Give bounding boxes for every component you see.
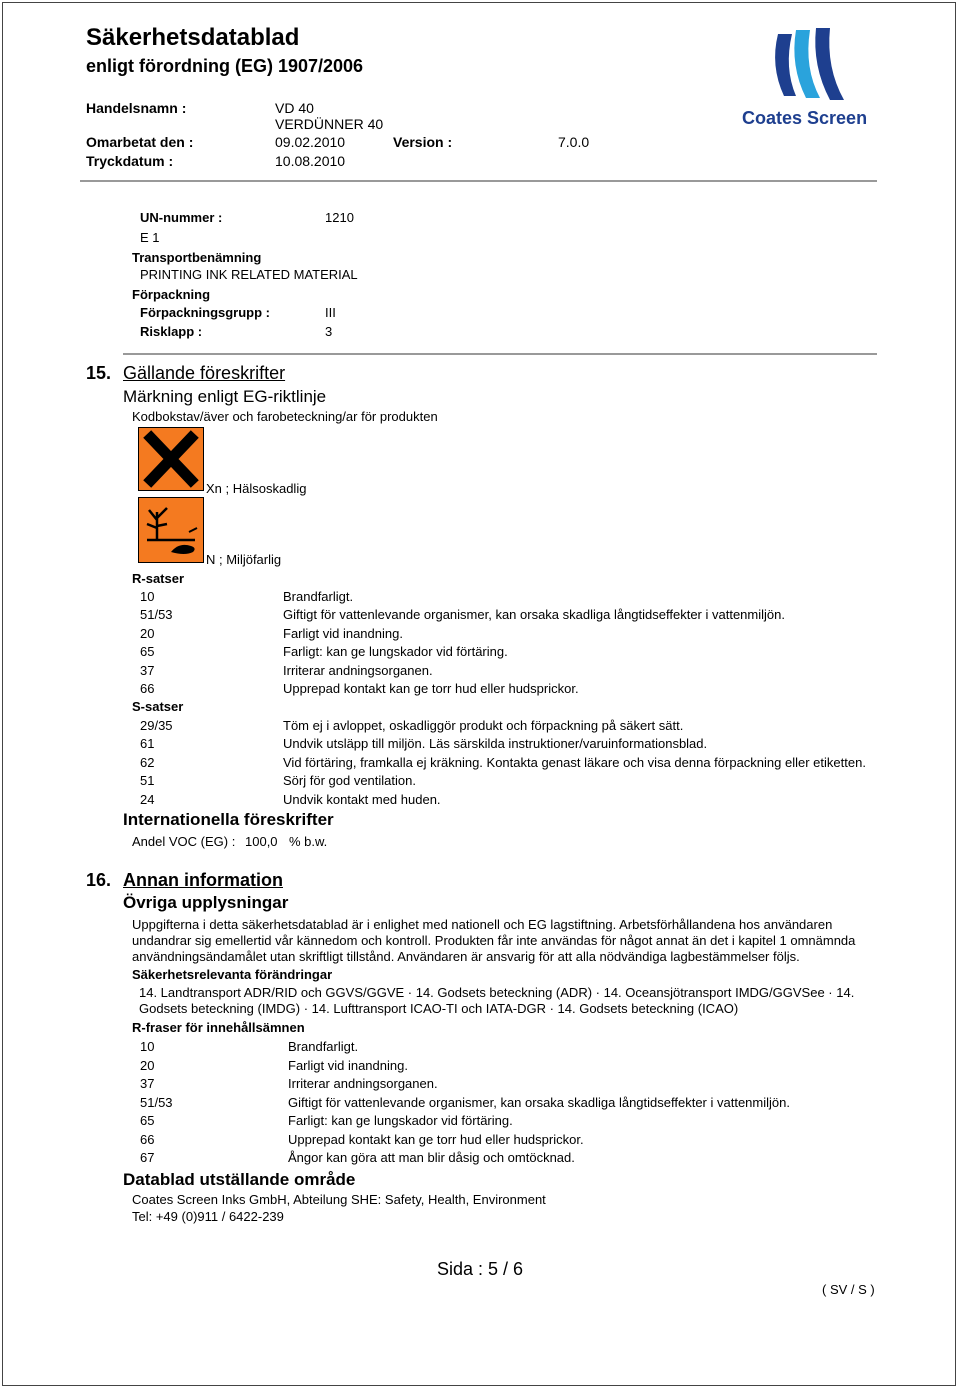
r-phrase-text: Farligt vid inandning. bbox=[283, 626, 403, 641]
header-divider bbox=[80, 180, 877, 182]
r-fras-text: Farligt vid inandning. bbox=[288, 1058, 408, 1073]
r-phrase-code: 20 bbox=[140, 626, 155, 641]
risk-value: 3 bbox=[325, 324, 333, 339]
printed-label: Tryckdatum : bbox=[86, 153, 174, 169]
codes-heading: Kodbokstav/äver och farobeteckning/ar för produkten bbox=[132, 409, 438, 424]
document-title: Säkerhetsdatablad bbox=[86, 24, 300, 51]
r-phrase-code: 65 bbox=[140, 644, 155, 659]
r-fras-code: 66 bbox=[140, 1132, 155, 1147]
r-fras-code: 67 bbox=[140, 1150, 155, 1165]
risk-label: Risklapp : bbox=[140, 324, 203, 339]
trade-name-label: Handelsnamn : bbox=[86, 100, 187, 116]
s-phrase-text: Sörj för god ventilation. bbox=[283, 773, 416, 788]
voc-unit: % b.w. bbox=[289, 834, 328, 849]
s-phrase-code: 62 bbox=[140, 755, 155, 770]
voc-label: Andel VOC (EG) : bbox=[132, 834, 236, 849]
r-fras-text: Irriterar andningsorganen. bbox=[288, 1076, 438, 1091]
r-fras-text: Upprepad kontakt kan ge torr hud eller hudsprickor. bbox=[288, 1132, 584, 1147]
intl-regulations-heading: Internationella föreskrifter bbox=[123, 810, 334, 829]
r-phrase-code: 37 bbox=[140, 663, 155, 678]
s-phrases-label: S-satser bbox=[132, 699, 184, 714]
r-fras-text: Ångor kan göra att man blir dåsig och omtöcknad. bbox=[288, 1150, 575, 1165]
r-fras-text: Giftigt för vattenlevande organismer, kan orsaka skadliga långtidseffekter i vattenmiljön. bbox=[288, 1095, 790, 1110]
packing-group-value: III bbox=[325, 305, 336, 320]
r-phrase-text: Giftigt för vattenlevande organismer, kan orsaka skadliga långtidseffekter i vattenmiljön. bbox=[283, 607, 785, 622]
section15-number: 15. bbox=[86, 363, 112, 383]
issuer-line-1: Coates Screen Inks GmbH, Abteilung SHE: Safety, Health, Environment bbox=[132, 1192, 546, 1207]
transport-name-value: PRINTING INK RELATED MATERIAL bbox=[140, 267, 358, 282]
hazard-n-label: N ; Miljöfarlig bbox=[206, 552, 282, 567]
harmful-x-pictogram-icon bbox=[138, 427, 204, 491]
other-info-heading: Övriga upplysningar bbox=[123, 893, 289, 912]
issuer-line-2: Tel: +49 (0)911 / 6422-239 bbox=[132, 1209, 284, 1224]
language-code: ( SV / S ) bbox=[822, 1282, 875, 1297]
r-phrases-label: R-satser bbox=[132, 571, 185, 586]
section16-number: 16. bbox=[86, 870, 112, 890]
voc-value: 100,0 bbox=[245, 834, 278, 849]
r-fras-code: 37 bbox=[140, 1076, 155, 1091]
printed-value: 10.08.2010 bbox=[275, 153, 346, 169]
section15-divider bbox=[123, 353, 877, 355]
revised-value: 09.02.2010 bbox=[275, 134, 346, 150]
s-phrase-text: Vid förtäring, framkalla ej kräkning. Kontakta genast läkare och visa denna förpackning eller etiketten. bbox=[283, 755, 866, 770]
other-info-text: Uppgifterna i detta säkerhetsdatablad är i enlighet med nationell och EG lagstiftning. Arbetsförhållandena hos användaren undandrar sig emellertid vår kännedom och kontroll. Produkten får inte användas för något annat än det i kapitel 1 omnämnda användningsändamålet utan skriftligt tillstånd. Användaren är ansvarig för att alla nödvändiga lagbestämmelser följs. bbox=[132, 917, 856, 964]
eu-marking-heading: Märkning enligt EG-riktlinje bbox=[123, 387, 327, 406]
hazard-xn-label: Xn ; Hälsoskadlig bbox=[206, 481, 307, 496]
s-phrase-text: Undvik utsläpp till miljön. Läs särskilda instruktioner/varuinformationsblad. bbox=[283, 736, 708, 751]
r-fras-code: 20 bbox=[140, 1058, 155, 1073]
r-phrase-code: 51/53 bbox=[140, 607, 173, 622]
s-phrase-code: 61 bbox=[140, 736, 155, 751]
r-phrase-text: Brandfarligt. bbox=[283, 589, 354, 604]
s-phrase-code: 29/35 bbox=[140, 718, 173, 733]
trade-name-line-2: VERDÜNNER 40 bbox=[275, 116, 384, 132]
s-phrase-code: 24 bbox=[140, 792, 155, 807]
s-phrase-code: 51 bbox=[140, 773, 155, 788]
document-subtitle: enligt förordning (EG) 1907/2006 bbox=[86, 56, 364, 76]
company-logo bbox=[740, 26, 880, 136]
revised-label: Omarbetat den : bbox=[86, 134, 194, 150]
transport-name-label: Transportbenämning bbox=[132, 250, 262, 265]
r-phrase-code: 66 bbox=[140, 681, 155, 696]
logo-text: Coates Screen bbox=[742, 108, 868, 128]
section16-title: Annan information bbox=[123, 870, 283, 890]
packing-group-label: Förpackningsgrupp : bbox=[140, 305, 270, 320]
s-phrase-text: Undvik kontakt med huden. bbox=[283, 792, 441, 807]
environment-pictogram-icon bbox=[138, 497, 204, 563]
section15-title: Gällande föreskrifter bbox=[123, 363, 286, 383]
e-code: E 1 bbox=[140, 230, 160, 245]
r-phrase-text: Upprepad kontakt kan ge torr hud eller hudsprickor. bbox=[283, 681, 579, 696]
changes-heading: Säkerhetsrelevanta förändringar bbox=[132, 967, 333, 982]
version-value: 7.0.0 bbox=[558, 134, 590, 150]
r-fras-code: 65 bbox=[140, 1113, 155, 1128]
r-phrase-code: 10 bbox=[140, 589, 155, 604]
r-phrase-text: Farligt: kan ge lungskador vid förtäring. bbox=[283, 644, 508, 659]
un-number-value: 1210 bbox=[325, 210, 354, 225]
packing-label: Förpackning bbox=[132, 287, 211, 302]
trade-name-line-1: VD 40 bbox=[275, 100, 314, 116]
un-number-label: UN-nummer : bbox=[140, 210, 223, 225]
page-number: Sida : 5 / 6 bbox=[437, 1259, 524, 1279]
r-fras-text: Brandfarligt. bbox=[288, 1039, 359, 1054]
s-phrase-text: Töm ej i avloppet, oskadliggör produkt och förpackning på säkert sätt. bbox=[283, 718, 684, 733]
issuer-heading: Datablad utställande område bbox=[123, 1170, 356, 1189]
r-fras-code: 10 bbox=[140, 1039, 155, 1054]
changes-text: 14. Landtransport ADR/RID och GGVS/GGVE · 14. Godsets beteckning (ADR) · 14. Oceansjötransport IMDG/GGVSee · 14. Godsets beteckning (IMDG) · 14. Lufttransport ICAO-TI och IATA-DGR · 14. Godsets beteckning (ICAO) bbox=[139, 985, 855, 1016]
r-fras-code: 51/53 bbox=[140, 1095, 173, 1110]
r-fras-text: Farligt: kan ge lungskador vid förtäring. bbox=[288, 1113, 513, 1128]
r-fraser-heading: R-fraser för innehållsämnen bbox=[132, 1020, 305, 1035]
version-label: Version : bbox=[393, 134, 453, 150]
r-phrase-text: Irriterar andningsorganen. bbox=[283, 663, 433, 678]
